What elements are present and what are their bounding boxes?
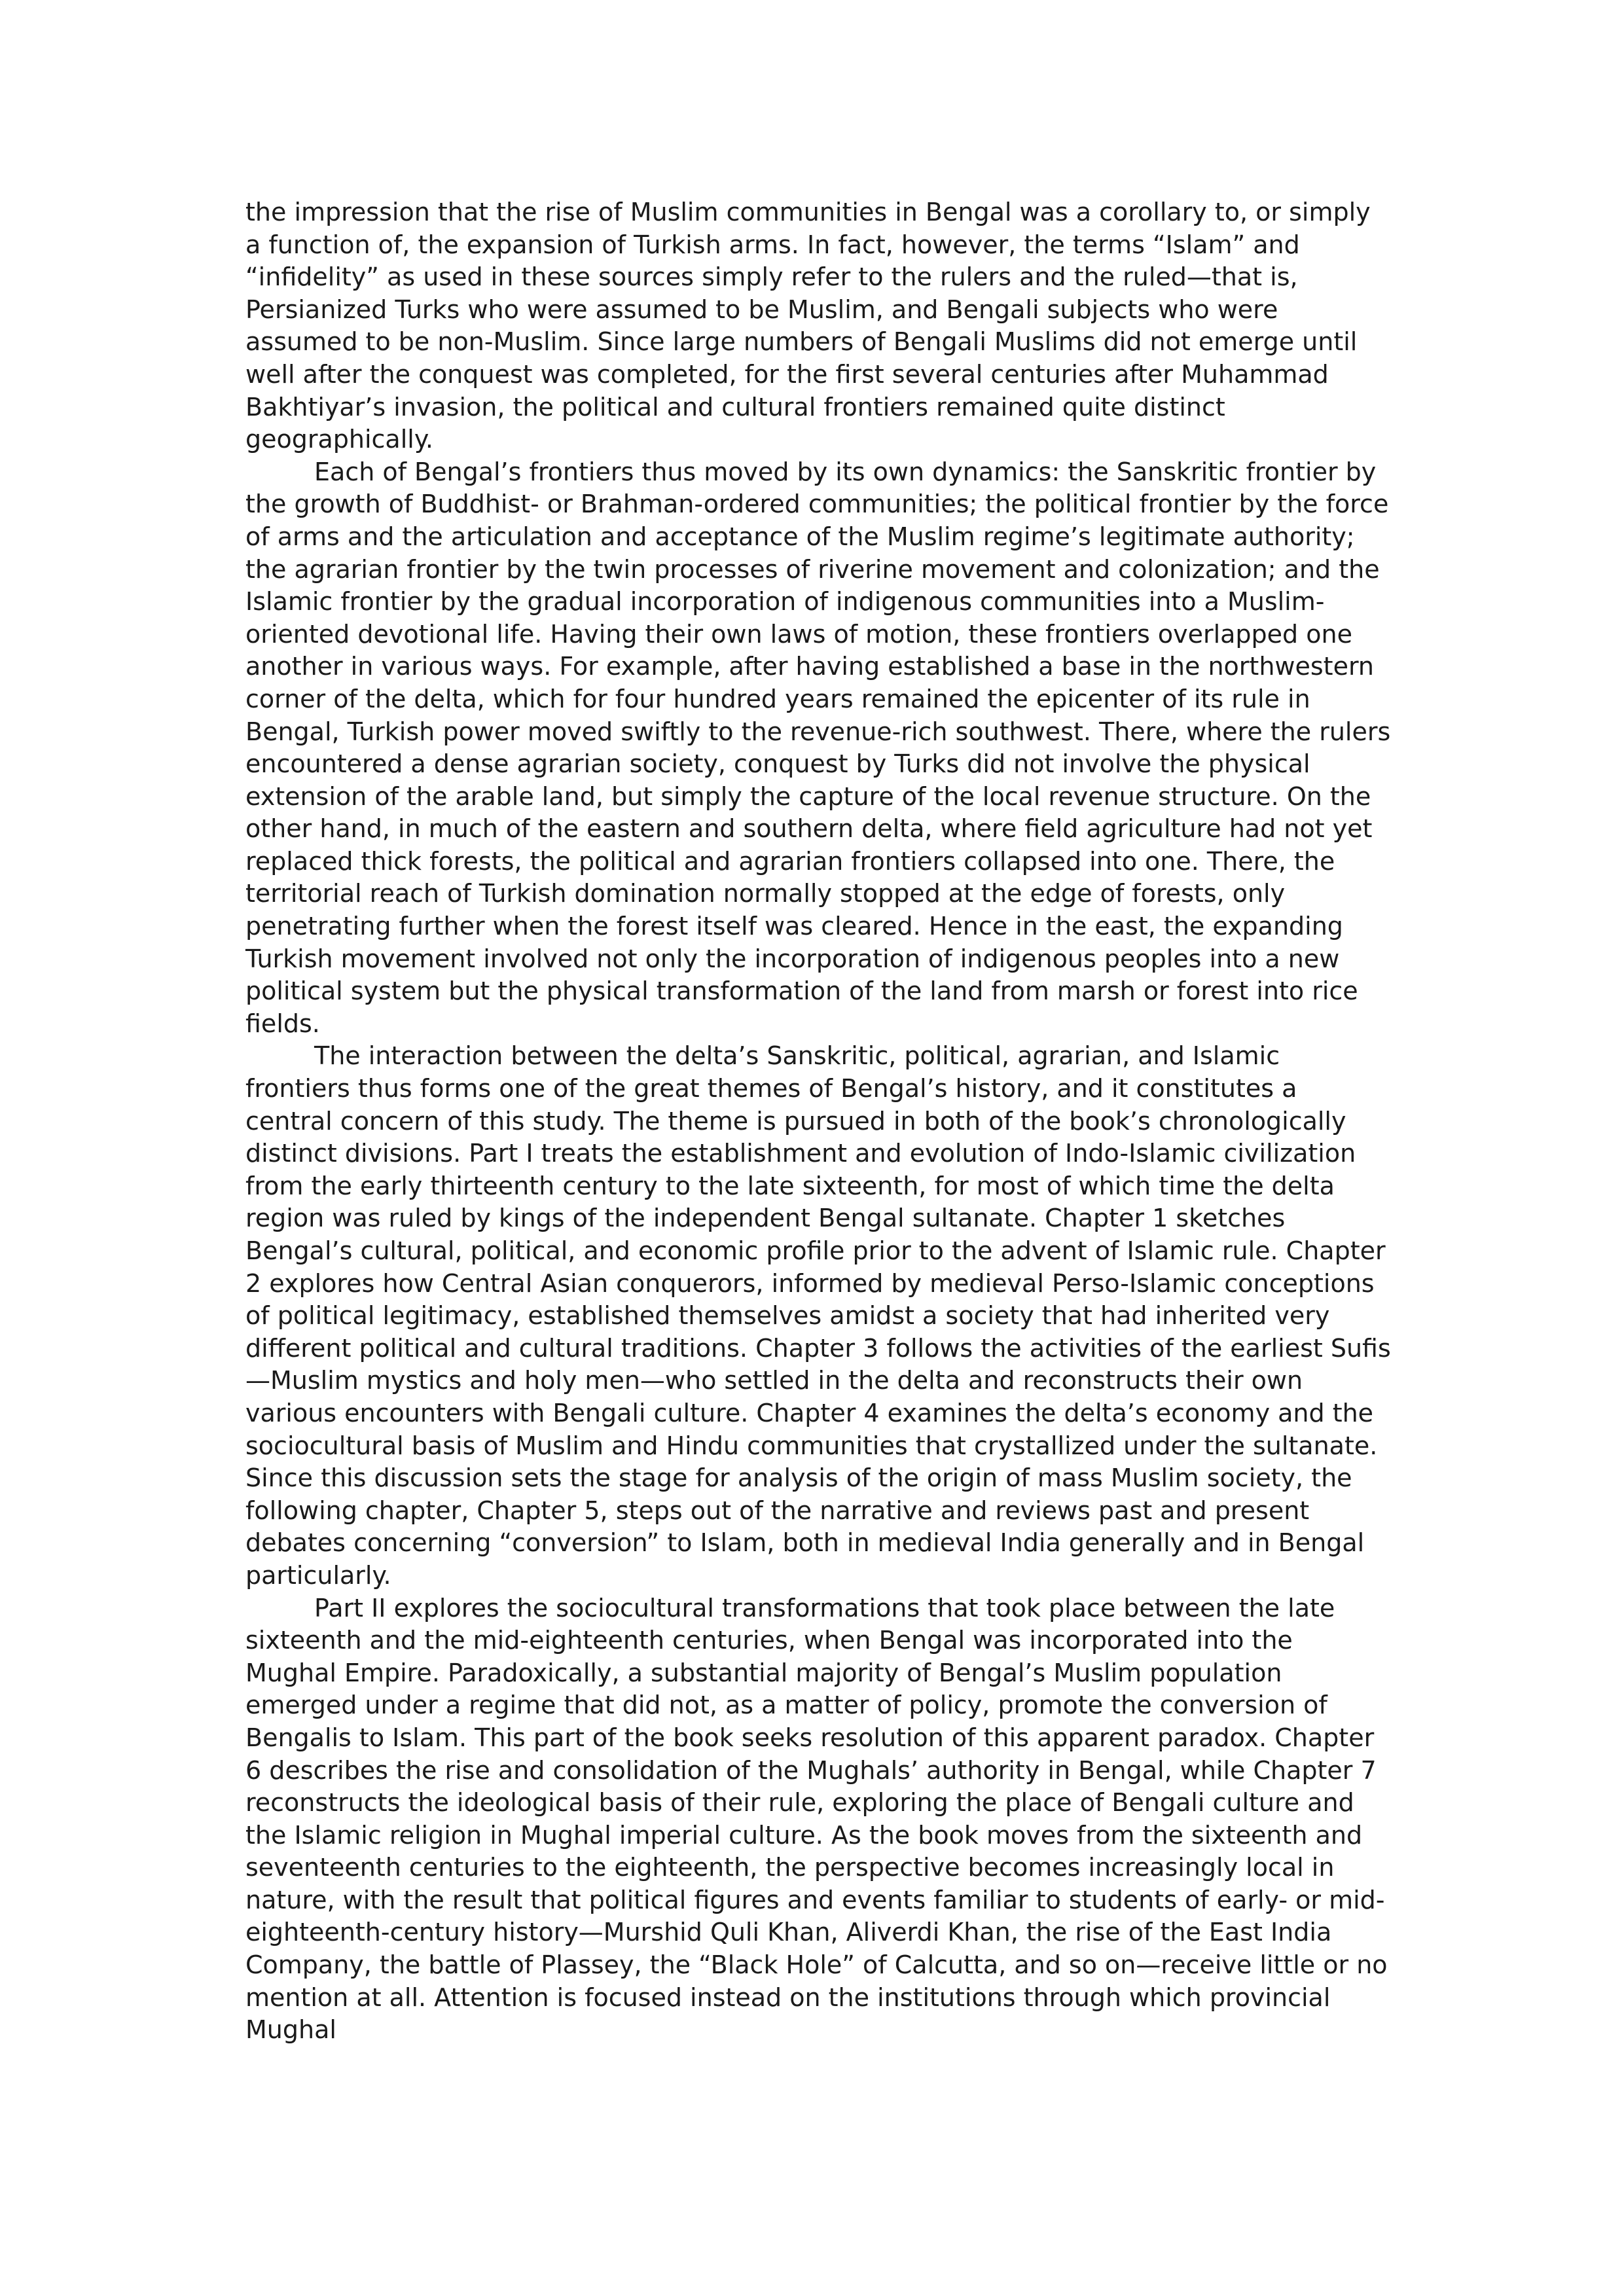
- paragraph-2: Each of Bengal’s frontiers thus moved by its own dynamics: the Sanskritic frontier by the growth of Buddhist- or Brahman-ordered communities; the political frontier by the force of arms and the articulation and acceptance of the Muslim regime’s legitimate authority; the agrarian frontier by the twin processes of riverine movement and colonization; and the Islamic frontier by the gradual incorporation of indigenous communities into a Muslim-oriented devotional life. Having their own laws of motion, these frontiers overlapped one another in various ways. For example, after having established a base in the northwestern corner of the delta, which for four hundred years remained the epicenter of its rule in Bengal, Turkish power moved swiftly to the revenue-rich southwest. There, where the rulers encountered a dense agrarian society, conquest by Turks did not involve the physical extension of the arable land, but simply the capture of the local revenue structure. On the other hand, in much of the eastern and southern delta, where field agriculture had not yet replaced thick forests, the political and agrarian frontiers collapsed into one. There, the territorial reach of Turkish domination normally stopped at the edge of forests, only penetrating further when the forest itself was cleared. Hence in the east, the expanding Turkish movement involved not only the incorporation of indigenous peoples into a new political system but the physical transformation of the land from marsh or forest into rice fields.: [245, 457, 1391, 1038]
- paragraph-1: the impression that the rise of Muslim communities in Bengal was a corollary to, or simply a function of, the expansion of Turkish arms. In fact, however, the terms “Islam” and “infidelity” as used in these sources simply refer to the rulers and the ruled—that is, Persianized Turks who were assumed to be Muslim, and Bengali subjects who were assumed to be non-Muslim. Since large numbers of Bengali Muslims did not emerge until well after the conquest was completed, for the first several centuries after Muhammad Bakhtiyar’s invasion, the political and cultural frontiers remained quite distinct geographically.: [245, 198, 1371, 454]
- paragraph-4: Part II explores the sociocultural transformations that took place between the late sixteenth and the mid-eighteenth centuries, when Bengal was incorporated into the Mughal Empire. Paradoxically, a substantial majority of Bengal’s Muslim population emerged under a regime that did not, as a matter of policy, promote the conversion of Bengalis to Islam. This part of the book seeks resolution of this apparent paradox. Chapter 6 describes the rise and consolidation of the Mughals’ authority in Bengal, while Chapter 7 reconstructs the ideological basis of their rule, exploring the place of Bengali culture and the Islamic religion in Mughal imperial culture. As the book moves from the sixteenth and seventeenth centuries to the eighteenth, the perspective becomes increasingly local in nature, with the result that political figures and events familiar to students of early- or mid-eighteenth-century history—Murshid Quli Khan, Aliverdi Khan, the rise of the East India Company, the battle of Plassey, the “Black Hole” of Calcutta, and so on—receive little or no mention at all. Attention is focused instead on the institutions through which provincial Mughal: [245, 1593, 1388, 2045]
- body-text: [245, 196, 1391, 2047]
- paragraph-3: The interaction between the delta’s Sanskritic, political, agrarian, and Islamic frontiers thus forms one of the great themes of Bengal’s history, and it constitutes a central concern of this study. The theme is pursued in both of the book’s chronologically distinct divisions. Part I treats the establishment and evolution of Indo-Islamic civilization from the early thirteenth century to the late sixteenth, for most of which time the delta region was ruled by kings of the independent Bengal sultanate. Chapter 1 sketches Bengal’s cultural, political, and economic profile prior to the advent of Islamic rule. Chapter 2 explores how Central Asian conquerors, informed by medieval Perso-Islamic conceptions of political legitimacy, established themselves amidst a society that had inherited very different political and cultural traditions. Chapter 3 follows the activities of the earliest Sufis—Muslim mystics and holy men—who settled in the delta and reconstructs their own various encounters with Bengali culture. Chapter 4 examines the delta’s economy and the sociocultural basis of Muslim and Hindu communities that crystallized under the sultanate. Since this discussion sets the stage for analysis of the origin of mass Muslim society, the following chapter, Chapter 5, steps out of the narrative and reviews past and present debates concerning “conversion” to Islam, both in medieval India generally and in Bengal particularly.: [245, 1041, 1391, 1590]
